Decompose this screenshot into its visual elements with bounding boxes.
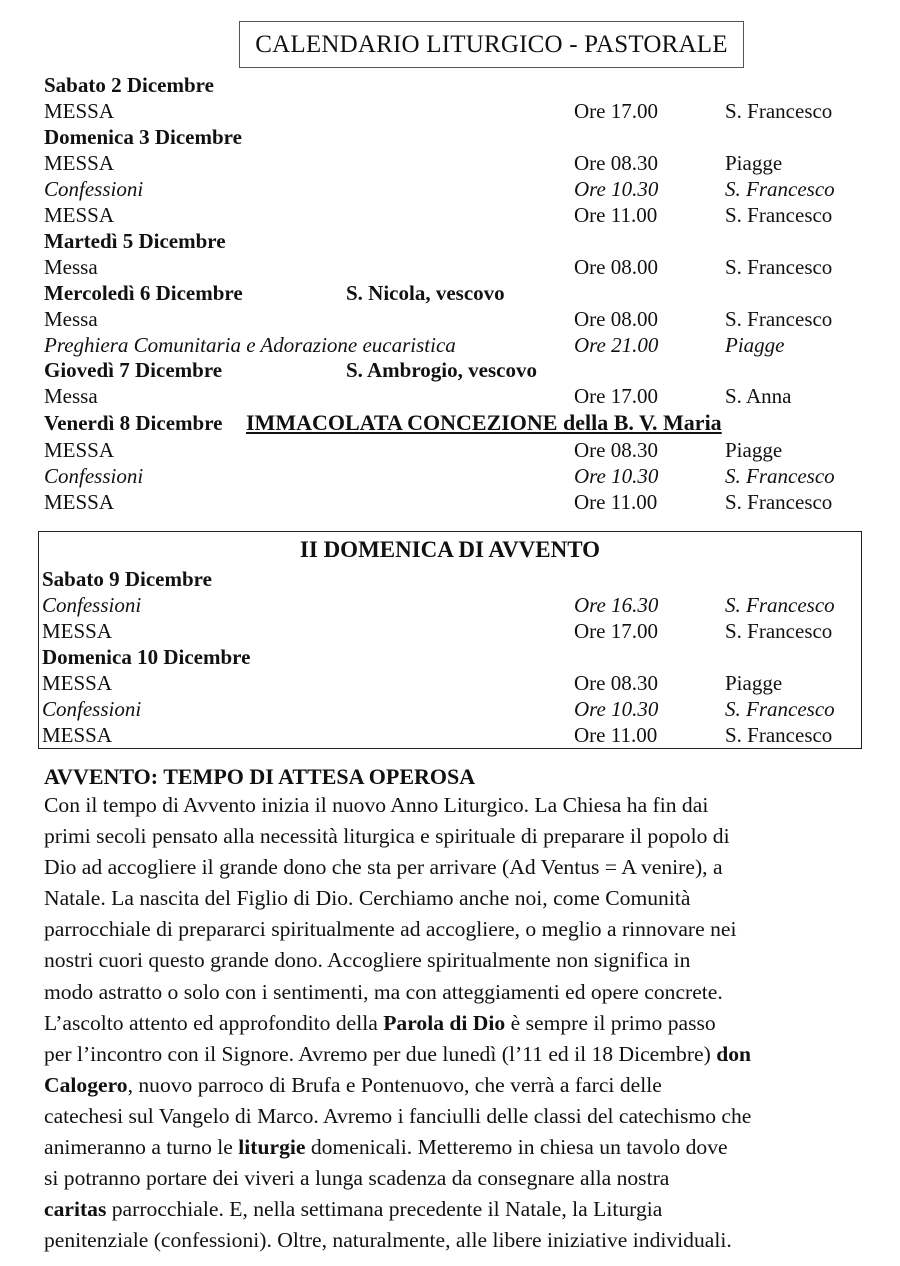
schedule-row: Confessioni Ore 10.30 S. Francesco bbox=[42, 697, 835, 721]
schedule-row: Messa Ore 08.00 S. Francesco bbox=[44, 307, 833, 331]
schedule-row: Confessioni Ore 10.30 S. Francesco bbox=[44, 464, 835, 488]
day-heading: Giovedì 7 Dicembre S. Ambrogio, vescovo bbox=[44, 358, 537, 382]
day-heading: Sabato 9 Dicembre bbox=[42, 567, 212, 591]
schedule-row: MESSA Ore 11.00 S. Francesco bbox=[42, 723, 833, 747]
article-line: L’ascolto attento ed approfondito della Parola di Dio è sempre il primo passo bbox=[44, 1010, 716, 1035]
day-heading: Venerdì 8 Dicembre IMMACOLATA CONCEZIONE della B. V. Maria bbox=[44, 410, 722, 435]
saint-label: S. Nicola, vescovo bbox=[346, 281, 505, 305]
article-line: caritas parrocchiale. E, nella settimana precedente il Natale, la Liturgia bbox=[44, 1197, 663, 1222]
schedule-row: MESSA Ore 11.00 S. Francesco bbox=[44, 490, 833, 514]
emphasis-text: caritas bbox=[44, 1197, 107, 1222]
article-body bbox=[44, 790, 889, 1256]
article-line: penitenziale (confessioni). Oltre, naturalmente, alle libere iniziative individuali. bbox=[44, 1228, 732, 1253]
schedule-row: MESSA Ore 11.00 S. Francesco bbox=[44, 203, 833, 227]
article-line: Natale. La nascita del Figlio di Dio. Cerchiamo anche noi, come Comunità bbox=[44, 886, 691, 911]
schedule-row: Messa Ore 17.00 S. Anna bbox=[44, 384, 792, 408]
schedule-row: MESSA Ore 17.00 S. Francesco bbox=[42, 619, 833, 643]
day-heading: Mercoledì 6 Dicembre S. Nicola, vescovo bbox=[44, 281, 505, 305]
feast-title: IMMACOLATA CONCEZIONE della B. V. Maria bbox=[246, 410, 722, 435]
article-line: per l’incontro con il Signore. Avremo per due lunedì (l’11 ed il 18 Dicembre) don bbox=[44, 1041, 752, 1066]
schedule-row: Confessioni Ore 16.30 S. Francesco bbox=[42, 593, 835, 617]
schedule-row: Confessioni Ore 10.30 S. Francesco bbox=[44, 177, 835, 201]
article-line: primi secoli pensato alla necessità liturgica e spirituale di preparare il popolo di bbox=[44, 824, 730, 849]
schedule-row: MESSA Ore 08.30 Piagge bbox=[44, 438, 783, 462]
day-heading: Sabato 2 Dicembre bbox=[44, 73, 214, 97]
day-heading: Domenica 3 Dicembre bbox=[44, 125, 242, 149]
article-line: nostri cuori questo grande dono. Accogliere spiritualmente non significa in bbox=[44, 948, 691, 973]
schedule-row: MESSA Ore 17.00 S. Francesco bbox=[44, 99, 833, 123]
day-heading: Domenica 10 Dicembre bbox=[42, 645, 251, 669]
article-line: si potranno portare dei viveri a lunga scadenza da consegnare alla nostra bbox=[44, 1166, 670, 1191]
page-title: CALENDARIO LITURGICO - PASTORALE bbox=[239, 21, 744, 68]
article-line: catechesi sul Vangelo di Marco. Avremo i fanciulli delle classi del catechismo che bbox=[44, 1103, 752, 1128]
article-line: animeranno a turno le liturgie domenicali. Metteremo in chiesa un tavolo dove bbox=[44, 1135, 728, 1160]
saint-label: S. Ambrogio, vescovo bbox=[346, 358, 537, 382]
schedule-row: MESSA Ore 08.30 Piagge bbox=[42, 671, 783, 695]
emphasis-text: Parola di Dio bbox=[383, 1010, 506, 1035]
article-line: parrocchiale di prepararci spiritualmente ad accogliere, o meglio a rinnovare nei bbox=[44, 917, 737, 942]
emphasis-text: liturgie bbox=[238, 1135, 306, 1160]
article-line: modo astratto o solo con i sentimenti, ma con atteggiamenti ed opere concrete. bbox=[44, 979, 723, 1004]
emphasis-text: Calogero bbox=[44, 1072, 128, 1097]
article-line: Con il tempo di Avvento inizia il nuovo Anno Liturgico. La Chiesa ha fin dai bbox=[44, 793, 709, 817]
article-line: Calogero, nuovo parroco di Brufa e Pontenuovo, che verrà a farci delle bbox=[44, 1072, 662, 1097]
schedule-row: Preghiera Comunitaria e Adorazione eucaristica Ore 21.00 Piagge bbox=[44, 333, 785, 357]
article-title: AVVENTO: TEMPO DI ATTESA OPEROSA bbox=[44, 764, 476, 789]
advent-title: II DOMENICA DI AVVENTO bbox=[299, 537, 601, 562]
emphasis-text: don bbox=[716, 1041, 752, 1066]
article-line: Dio ad accogliere il grande dono che sta per arrivare (Ad Ventus = A venire), a bbox=[44, 855, 723, 880]
schedule-row: Messa Ore 08.00 S. Francesco bbox=[44, 255, 833, 279]
day-heading: Martedì 5 Dicembre bbox=[44, 229, 226, 253]
schedule-row: MESSA Ore 08.30 Piagge bbox=[44, 151, 783, 175]
